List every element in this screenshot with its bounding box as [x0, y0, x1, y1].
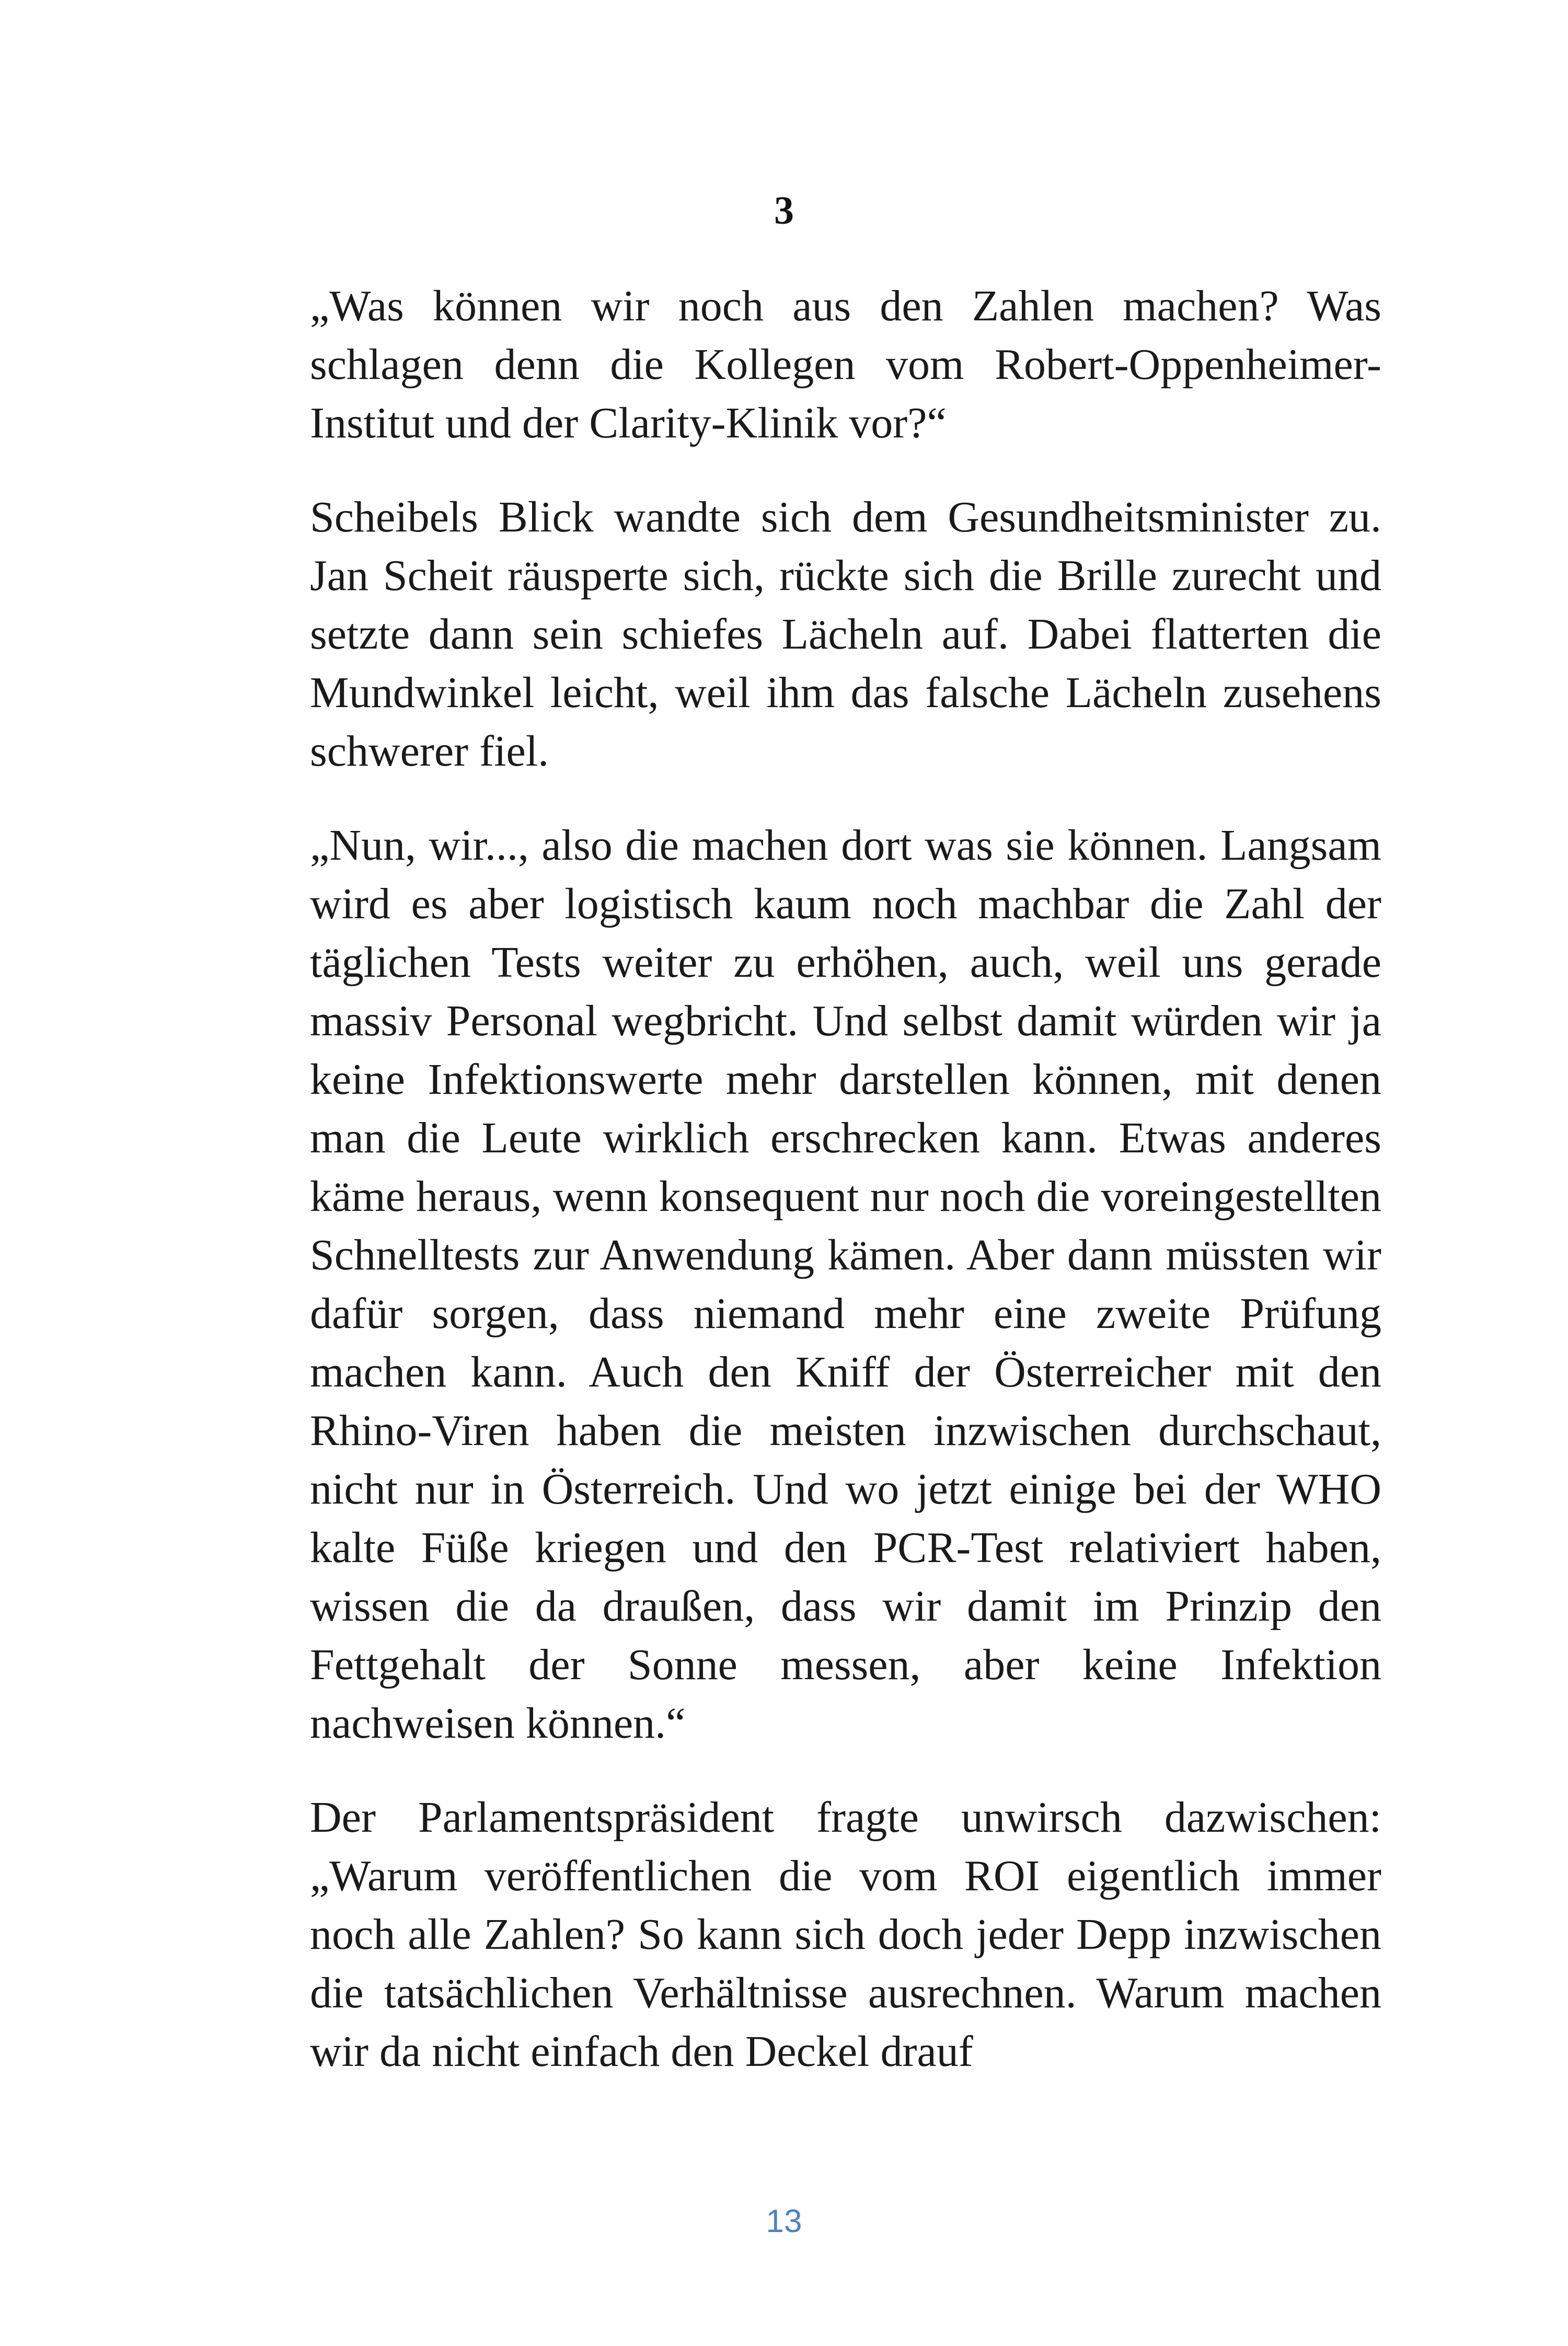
paragraph: Der Parlamentspräsident fragte unwirsch dazwischen: „Warum veröffentlichen die vom ROI eigentlich immer noch alle Zahlen? So kann sich doch jeder Depp inzwischen die tatsächlichen Verhältnisse ausrechnen. Warum machen wir da nicht einfach den Deckel drauf [310, 1793, 1381, 2076]
page-number: 13 [766, 2203, 802, 2239]
paragraph: „Nun, wir..., also die machen dort was sie können. Langsam wird es aber logistisch kaum noch machbar die Zahl der täglichen Tests weiter zu erhöhen, auch, weil uns gerade massiv Personal wegbricht. Und selbst damit würden wir ja keine Infektionswerte mehr darstellen können, mit denen man die Leute wirklich erschrecken kann. Etwas anderes käme heraus, wenn konsequent nur noch die voreingestellten Schnelltests zur Anwendung kämen. Aber dann müssten wir dafür sorgen, dass niemand mehr eine zweite Prüfung machen kann. Auch den Kniff der Österreicher mit den Rhino-Viren haben die meisten inzwischen durchschaut, nicht nur in Österreich. Und wo jetzt einige bei der WHO kalte Füße kriegen und den PCR-Test relativiert haben, wissen die da draußen, dass wir damit im Prinzip den Fettgehalt der Sonne messen, aber keine Infektion nachweisen können.“ [310, 821, 1381, 1748]
paragraph: Scheibels Blick wandte sich dem Gesundheitsminister zu. Jan Scheit räusperte sich, rückte sich die Brille zurecht und setzte dann sein schiefes Lächeln auf. Dabei flatterten die Mundwinkel leicht, weil ihm das falsche Lächeln zusehens schwerer fiel. [310, 493, 1381, 776]
paragraph: „Was können wir noch aus den Zahlen machen? Was schlagen denn die Kollegen vom Robert-Oppenheimer-Institut und der Clarity-Klinik vor?“ [310, 282, 1381, 447]
body-text [310, 277, 1381, 2117]
chapter-number: 3 [774, 189, 794, 233]
